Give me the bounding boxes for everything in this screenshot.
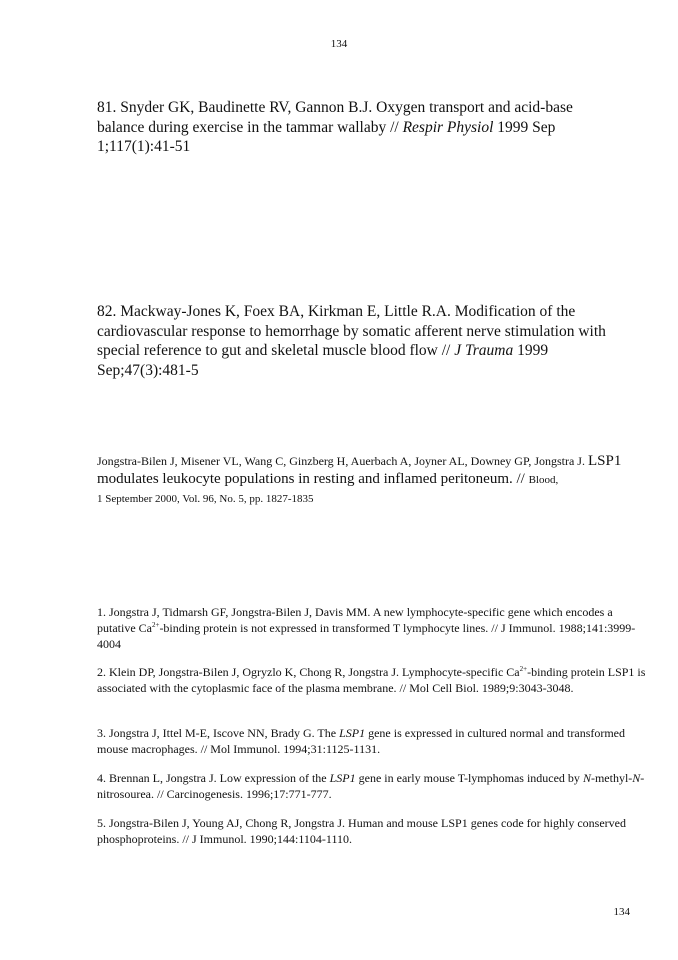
- ref1-part-b: -binding protein is not expressed in transformed T lymphocyte lines. // J Immunol. 1988;141:3999-4004: [97, 621, 636, 651]
- ref81-tail: 1999 Sep 1;117(1):41-51: [97, 118, 556, 155]
- lsp1-authors: Jongstra-Bilen J, Misener VL, Wang C, Ginzberg H, Auerbach A, Joyner AL, Downey GP, Jongstra J.: [97, 454, 588, 468]
- reference-1: [97, 604, 647, 652]
- ref4-n1: N: [582, 771, 591, 785]
- ref3-gene: LSP1: [339, 726, 366, 740]
- ref3-part-b: gene is expressed in cultured normal and transformed mouse macrophages. // Mol Immunol. 1994;31:1125-1131.: [97, 726, 626, 756]
- ref81-journal: Respir Physiol: [402, 118, 494, 136]
- reference-4: [97, 770, 647, 802]
- ref2-superscript: 2+: [519, 665, 528, 673]
- ref5-text: 5. Jongstra-Bilen J, Young AJ, Chong R, Jongstra J. Human and mouse LSP1 genes code for highly conserved phosphoproteins. // J Immunol. 1990;144:1104-1110.: [97, 816, 626, 846]
- ref1-part-a: 1. Jongstra J, Tidmarsh GF, Jongstra-Bilen J, Davis MM. A new lymphocyte-specific gene which encodes a putative Ca: [97, 605, 613, 635]
- page-number-bottom: 134: [613, 906, 630, 918]
- ref3-part-a: 3. Jongstra J, Ittel M-E, Iscove NN, Brady G. The: [97, 726, 340, 740]
- ref4-part-a: 4. Brennan L, Jongstra J. Low expression of the: [97, 771, 330, 785]
- ref4-n2: N: [632, 771, 641, 785]
- reference-81: [97, 98, 617, 157]
- page-number-top: 134: [330, 38, 348, 50]
- ref82-journal: J Trauma: [454, 342, 514, 359]
- ref81-text: 81. Snyder GK, Baudinette RV, Gannon B.J. Oxygen transport and acid-base balance during exercise in the tammar wallaby //: [97, 99, 573, 136]
- reference-82: [97, 302, 617, 380]
- lsp1-title: LSP1 modulates leukocyte populations in resting and inflamed peritoneum. //: [97, 453, 622, 487]
- ref2-part-a: 2. Klein DP, Jongstra-Bilen J, Ogryzlo K, Chong R, Jongstra J. Lymphocyte-specific Ca: [97, 665, 520, 679]
- lsp1-details: 1 September 2000, Vol. 96, No. 5, pp. 1827-1835: [97, 493, 314, 505]
- lsp1-journal: Blood,: [528, 474, 559, 486]
- reference-5: [97, 815, 647, 847]
- ref82-text: 82. Mackway-Jones K, Foex BA, Kirkman E, Little R.A. Modification of the cardiovascular response to hemorrhage by somatic afferent nerve stimulation with special reference to gut and skeletal muscle blood flow //: [97, 303, 606, 359]
- ref4-part-d: -nitrosourea. // Carcinogenesis. 1996;17:771-777.: [97, 771, 645, 801]
- reference-3: [97, 725, 647, 757]
- reference-2: [97, 664, 647, 696]
- ref4-part-c: -methyl-: [590, 771, 633, 785]
- ref82-tail: 1999 Sep;47(3):481-5: [97, 342, 549, 379]
- ref4-part-b: gene in early mouse T-lymphomas induced by: [355, 771, 583, 785]
- ref1-superscript: 2+: [151, 621, 160, 629]
- ref4-gene: LSP1: [329, 771, 356, 785]
- ref2-part-b: -binding protein LSP1 is associated with the cytoplasmic face of the plasma membrane. // Mol Cell Biol. 1989;9:3043-3048.: [97, 665, 646, 695]
- reference-lsp1: [97, 452, 637, 508]
